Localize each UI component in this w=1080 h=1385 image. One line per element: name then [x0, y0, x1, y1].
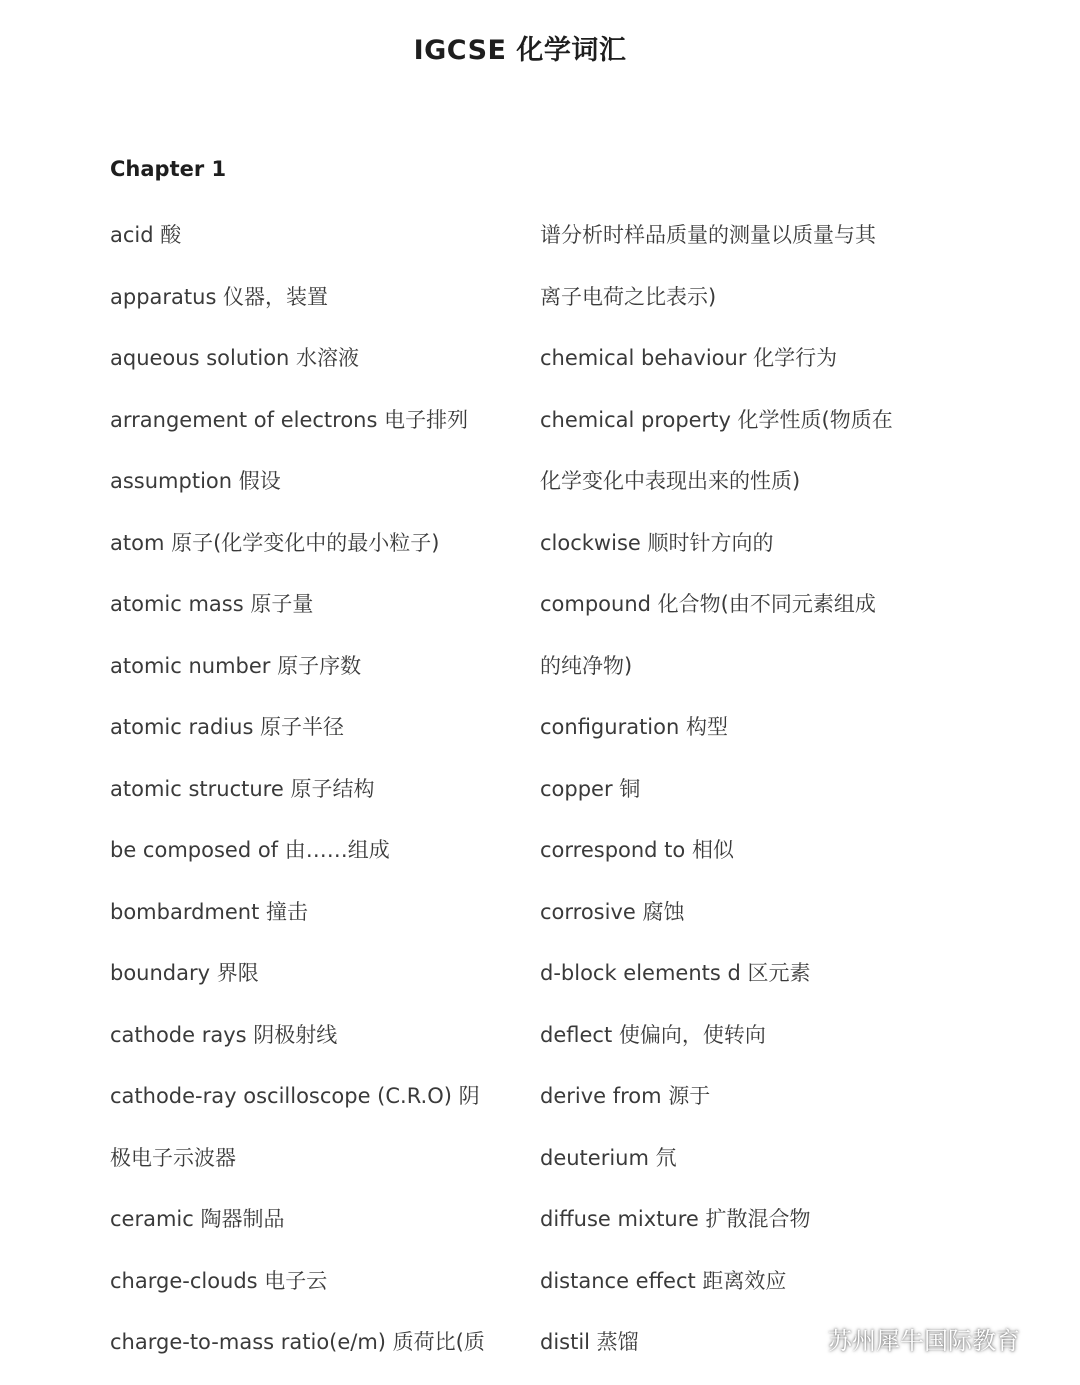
vocab-line: chemical property 化学性质(物质在	[540, 407, 893, 432]
vocab-line: distance effect 距离效应	[540, 1268, 787, 1293]
vocab-line: copper 铜	[540, 776, 641, 801]
vocab-line: cathode-ray oscilloscope (C.R.O) 阴	[110, 1084, 480, 1108]
vocab-line: d-block elements d 区元素	[540, 961, 811, 985]
vocab-line: atomic mass 原子量	[110, 592, 314, 616]
vocab-line: deuterium 氘	[540, 1145, 677, 1170]
vocab-line: derive from 源于	[540, 1084, 711, 1108]
vocab-line: diffuse mixture 扩散混合物	[540, 1207, 811, 1231]
vocab-line: atomic radius 原子半径	[110, 715, 345, 739]
vocab-line: clockwise 顺时针方向的	[540, 530, 774, 555]
vocab-line: 谱分析时样品质量的测量以质量与其	[540, 223, 876, 247]
watermark	[778, 1318, 1020, 1358]
vocab-line: aqueous solution 水溶液	[110, 346, 360, 370]
vocab-line: 的纯净物)	[540, 653, 633, 678]
wechat-icon	[778, 1321, 820, 1355]
vocab-line: cathode rays 阴极射线	[110, 1022, 338, 1047]
vocab-line: compound 化合物(由不同元素组成	[540, 592, 876, 616]
right-vocabulary-column	[540, 205, 980, 1374]
vocab-line: atom 原子(化学变化中的最小粒子)	[110, 530, 440, 555]
vocab-line: boundary 界限	[110, 961, 259, 985]
vocab-line: 极电子示波器	[110, 1145, 236, 1170]
vocab-line: apparatus 仪器，装置	[110, 284, 329, 309]
vocab-line: 化学变化中表现出来的性质)	[540, 469, 801, 493]
vocab-line: arrangement of electrons 电子排列	[110, 407, 469, 432]
vocab-line: deflect 使偏向，使转向	[540, 1022, 766, 1047]
vocab-line: correspond to 相似	[540, 838, 734, 862]
vocab-line: 离子电荷之比表示)	[540, 284, 717, 309]
vocab-line: charge-to-mass ratio(e/m) 质荷比(质	[110, 1330, 485, 1354]
vocab-line: distil 蒸馏	[540, 1330, 639, 1354]
vocab-line: atomic number 原子序数	[110, 653, 362, 678]
chapter-heading: Chapter 1	[110, 157, 227, 181]
vocab-line: chemical behaviour 化学行为	[540, 346, 838, 370]
left-vocabulary-column	[110, 205, 550, 1374]
vocab-line: ceramic 陶器制品	[110, 1207, 285, 1231]
vocab-line: corrosive 腐蚀	[540, 899, 685, 924]
page-title: IGCSE 化学词汇	[413, 35, 627, 66]
vocab-line: assumption 假设	[110, 469, 281, 493]
vocab-line: configuration 构型	[540, 715, 728, 739]
watermark-text: 苏州犀牛国际教育	[828, 1326, 1020, 1355]
vocab-line: acid 酸	[110, 223, 182, 247]
vocab-line: atomic structure 原子结构	[110, 776, 375, 801]
vocab-line: bombardment 撞击	[110, 899, 309, 924]
vocab-line: charge-clouds 电子云	[110, 1268, 328, 1293]
vocab-line: be composed of 由……组成	[110, 838, 390, 862]
